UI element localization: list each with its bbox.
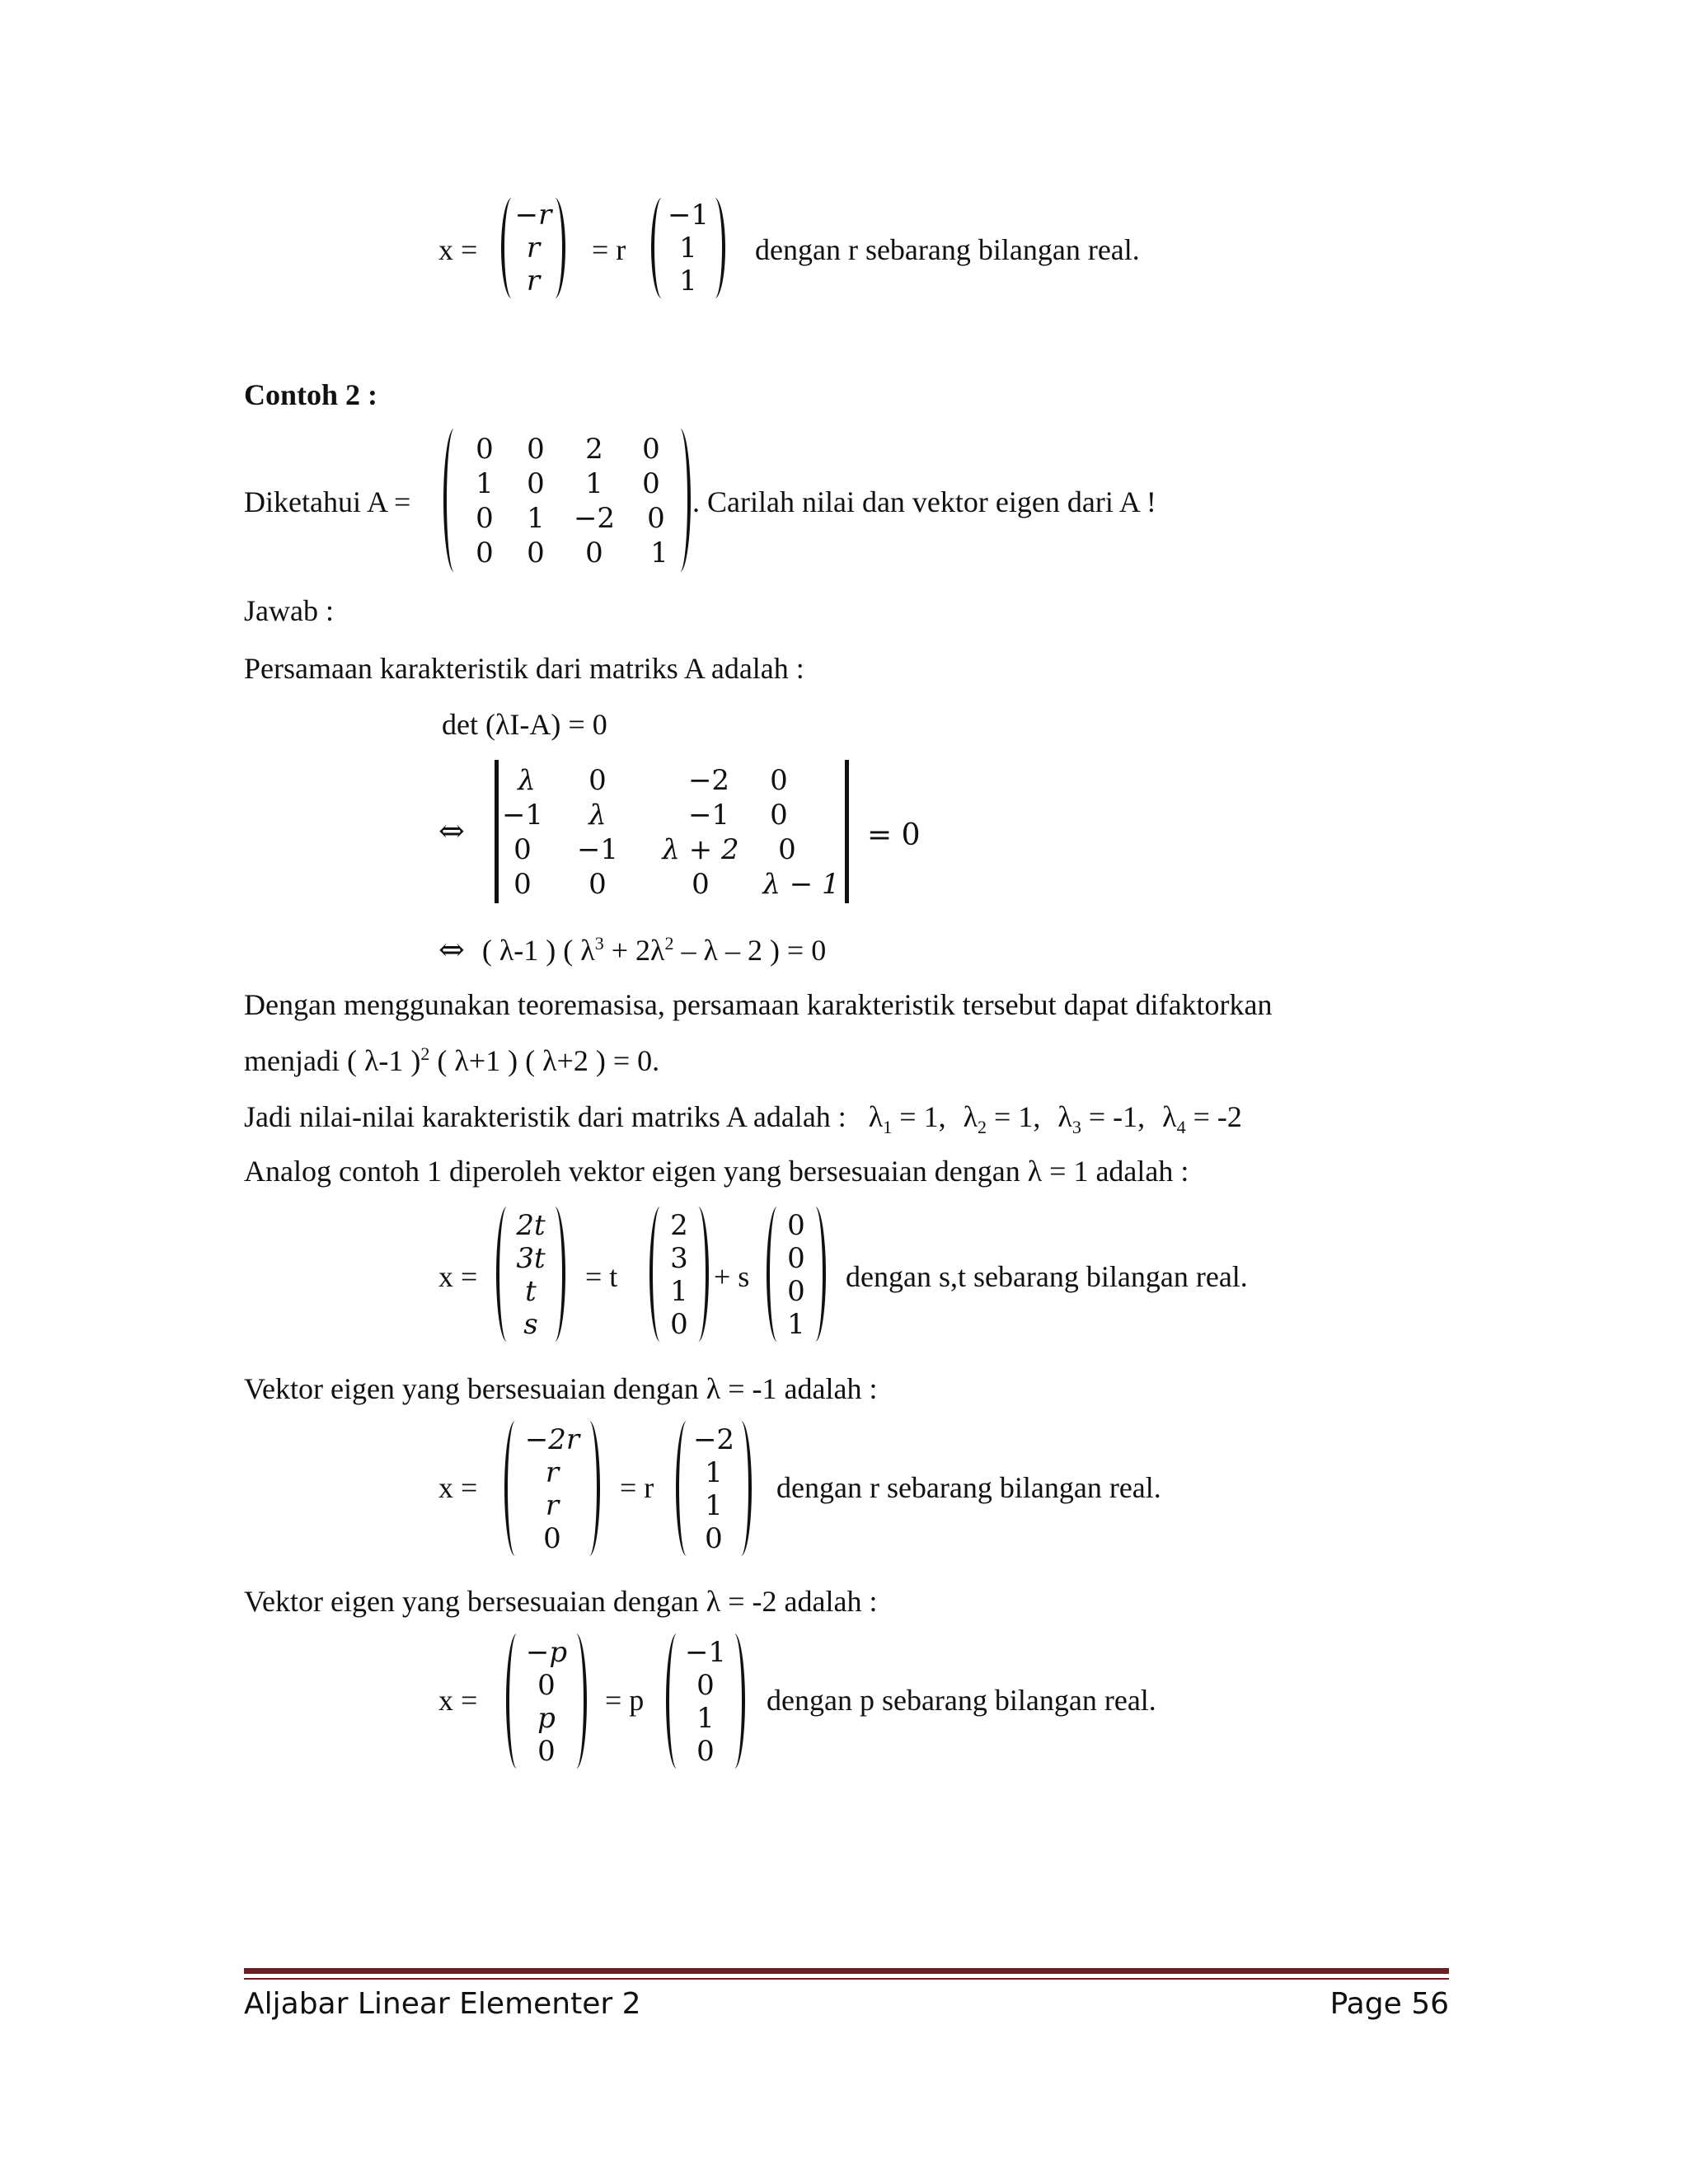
lambda-index: 1 [883, 1117, 893, 1138]
lambda-index: 4 [1176, 1117, 1186, 1138]
eigenvalue-item [963, 1100, 1041, 1138]
footer-rule-thin [244, 1978, 1449, 1980]
footer-title: Aljabar Linear Elementer 2 [244, 1987, 641, 2021]
section-heading: Contoh 2 : [244, 378, 378, 411]
matrix-cell: 0 [642, 433, 660, 466]
paragraph-line: Dengan menggunakan teoremasisa, persamaan karakteristik tersebut dapat difaktorkan [244, 988, 1273, 1021]
vec-cell: 0 [537, 1735, 556, 1768]
eig1-plus-s: + s [714, 1260, 750, 1293]
lambda-index: 3 [1071, 1117, 1081, 1138]
problem-prefix: Diketahui A = [244, 485, 411, 518]
polynomial-line [438, 931, 826, 969]
vec-cell: 0 [787, 1275, 805, 1308]
matrix-cell: −2 [573, 502, 616, 535]
eig-minus2-intro: Vektor eigen yang bersesuaian dengan λ = -2 adalah : [244, 1585, 878, 1618]
vec-cell: r [526, 265, 541, 298]
det-cell: 0 [778, 833, 796, 866]
factor-part: menjadi ( λ-1 ) [244, 1044, 421, 1077]
matrix-cell: 0 [476, 537, 494, 569]
vec-cell: 0 [705, 1522, 723, 1555]
eigenvalue-item [1057, 1100, 1146, 1138]
matrix-cell: 0 [647, 502, 665, 535]
vec-cell: −1 [684, 1636, 727, 1669]
vec-cell: 1 [679, 265, 697, 298]
eig3-lhs: x = [438, 1684, 478, 1717]
eig1-eq-t: = t [585, 1260, 618, 1293]
eig2-vector-2 [676, 1421, 752, 1556]
vec-cell: 3 [670, 1242, 688, 1275]
eig1-note: dengan s,t sebarang bilangan real. [846, 1260, 1248, 1293]
vec-cell: 1 [705, 1456, 723, 1489]
ex1-note: dengan r sebarang bilangan real. [755, 233, 1140, 266]
det-cell: λ − 1 [762, 868, 840, 901]
ex1-eq-r: = r [592, 233, 626, 266]
matrix-cell: 0 [527, 537, 545, 569]
vec-cell: −r [514, 199, 552, 232]
eig2-note: dengan r sebarang bilangan real. [776, 1471, 1161, 1504]
matrix-A [443, 429, 691, 572]
det-cell: λ + 2 [662, 833, 739, 866]
vec-cell: 0 [537, 1669, 556, 1702]
matrix-cell: 1 [650, 537, 668, 569]
det-cell: 0 [770, 799, 788, 832]
matrix-cell: 0 [585, 537, 603, 569]
vec-cell: r [545, 1456, 560, 1489]
ex1-lhs: x = [438, 233, 478, 266]
matrix-cell: 2 [585, 433, 603, 466]
eig3-vector-1 [506, 1633, 587, 1769]
analog-line: Analog contoh 1 diperoleh vektor eigen yang bersesuaian dengan λ = 1 adalah : [244, 1155, 1189, 1188]
vec-cell: 1 [696, 1702, 715, 1735]
eigenvalue-value: = 1, [987, 1100, 1041, 1133]
vec-cell: 2 [670, 1209, 688, 1242]
vec-cell: 3t [516, 1242, 546, 1275]
vec-cell: 1 [679, 232, 697, 265]
eig1-vector-1 [496, 1207, 565, 1342]
det-rhs: = 0 [867, 818, 921, 852]
lambda-symbol: λ [1162, 1100, 1177, 1133]
matrix-cell: 1 [527, 502, 545, 535]
eig2-lhs: x = [438, 1471, 478, 1504]
iff-symbol: ⇔ [438, 931, 465, 968]
eigenvalue-item [1162, 1100, 1242, 1138]
eig3-eq-p: = p [605, 1684, 645, 1717]
det-cell: λ [518, 764, 536, 797]
det-cell: −2 [687, 764, 730, 797]
vec-cell: 0 [787, 1242, 805, 1275]
det-cell: λ [588, 799, 607, 832]
vec-cell: 0 [696, 1735, 715, 1768]
vec-cell: 0 [543, 1522, 561, 1555]
vec-cell: r [526, 232, 541, 265]
vec-cell: p [537, 1702, 556, 1735]
eig1-vector-2 [649, 1207, 709, 1342]
vec-cell: 2t [516, 1209, 546, 1242]
vec-cell: r [545, 1489, 560, 1522]
eig-minus1-intro: Vektor eigen yang bersesuaian dengan λ = -1 adalah : [244, 1372, 878, 1405]
poly-exponent: 2 [664, 933, 674, 954]
problem-suffix: . Carilah nilai dan vektor eigen dari A ! [692, 485, 1156, 518]
matrix-cell: 0 [527, 433, 545, 466]
poly-part: ( λ-1 ) ( λ [481, 934, 595, 967]
det-matrix [495, 760, 849, 903]
eigenvalue-value: = -2 [1185, 1100, 1242, 1133]
det-cell: 0 [588, 764, 607, 797]
iff-symbol: ⇔ [438, 813, 465, 849]
vec-cell: 1 [705, 1489, 723, 1522]
det-cell: −1 [576, 833, 619, 866]
ex1-vector-1 [501, 198, 565, 298]
det-equation: det (λI-A) = 0 [442, 708, 607, 741]
vec-cell: 1 [670, 1275, 688, 1308]
eigenvalue-value: = -1, [1081, 1100, 1146, 1133]
lambda-symbol: λ [868, 1100, 884, 1133]
vec-cell: −1 [667, 199, 710, 232]
lambda-index: 2 [978, 1117, 987, 1138]
poly-exponent: 3 [594, 933, 604, 954]
answer-label: Jawab : [244, 594, 334, 627]
eig2-vector-1 [504, 1421, 600, 1556]
ex1-vector-2 [651, 198, 725, 298]
vec-cell: 0 [670, 1308, 688, 1341]
eigenvalues-prefix: Jadi nilai-nilai karakteristik dari matriks A adalah : [244, 1100, 846, 1133]
eig1-vector-3 [767, 1207, 826, 1342]
matrix-cell: 0 [527, 467, 545, 500]
det-cell: 0 [692, 868, 710, 901]
factor-part: ( λ+1 ) ( λ+2 ) = 0. [429, 1044, 660, 1077]
vec-cell: s [523, 1308, 538, 1341]
vec-cell: 1 [787, 1308, 805, 1341]
footer-page-number: Page 56 [1329, 1987, 1449, 2021]
poly-part: + 2λ [603, 934, 665, 967]
vec-cell: −2 [692, 1423, 735, 1456]
matrix-cell: 1 [585, 467, 603, 500]
lambda-symbol: λ [1057, 1100, 1072, 1133]
eig1-lhs: x = [438, 1260, 478, 1293]
det-cell: −1 [501, 799, 544, 832]
eigenvalues-line [244, 1099, 1242, 1138]
vec-cell: −p [525, 1636, 568, 1669]
matrix-cell: 0 [476, 433, 494, 466]
matrix-cell: 1 [476, 467, 494, 500]
factor-exponent: 2 [420, 1043, 430, 1064]
poly-part: – λ – 2 ) = 0 [673, 934, 827, 967]
vec-cell: 0 [696, 1669, 715, 1702]
footer-rule-thick [244, 1968, 1449, 1974]
eig3-note: dengan p sebarang bilangan real. [767, 1684, 1156, 1717]
matrix-cell: 0 [476, 502, 494, 535]
eig2-eq-r: = r [620, 1471, 654, 1504]
eigenvalue-item [868, 1100, 946, 1138]
char-eq-intro: Persamaan karakteristik dari matriks A adalah : [244, 652, 804, 685]
det-cell: 0 [513, 868, 532, 901]
vec-cell: t [525, 1275, 537, 1308]
eigenvalue-value: = 1, [892, 1100, 946, 1133]
det-cell: −1 [687, 799, 730, 832]
paragraph-line [244, 1043, 659, 1079]
det-cell: 0 [513, 833, 532, 866]
det-cell: 0 [588, 868, 607, 901]
matrix-cell: 0 [642, 467, 660, 500]
eig3-vector-2 [666, 1633, 745, 1769]
vec-cell: −2r [524, 1423, 580, 1456]
det-cell: 0 [770, 764, 788, 797]
vec-cell: 0 [787, 1209, 805, 1242]
lambda-symbol: λ [963, 1100, 978, 1133]
